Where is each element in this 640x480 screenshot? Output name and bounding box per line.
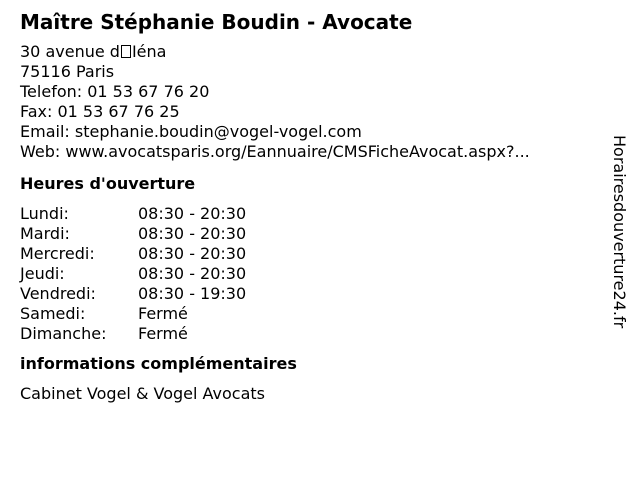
hours-row-monday: [20, 204, 610, 224]
spacer: [20, 162, 610, 174]
hours-row-sunday: [20, 324, 610, 344]
web-line[interactable]: Web: www.avocatsparis.org/Eannuaire/CMSFicheAvocat.aspx?...: [20, 142, 530, 161]
day-label: Jeudi:: [20, 264, 65, 283]
email-line[interactable]: Email: stephanie.boudin@vogel-vogel.com: [20, 122, 362, 141]
opening-hours-title: Heures d'ouverture: [20, 174, 196, 193]
address-line-1: [20, 42, 610, 62]
day-label: Mardi:: [20, 224, 70, 243]
hours-row-saturday: [20, 304, 610, 324]
time-value: 08:30 - 20:30: [138, 264, 247, 283]
spacer: [20, 344, 610, 354]
missing-character-box: [121, 45, 131, 58]
day-label: Vendredi:: [20, 284, 96, 303]
hours-row-wednesday: [20, 244, 610, 264]
hours-row-friday: [20, 284, 610, 304]
day-label: Samedi:: [20, 304, 86, 323]
business-card-content: [20, 10, 610, 404]
day-label: Dimanche:: [20, 324, 107, 343]
day-label: Mercredi:: [20, 244, 95, 263]
address-line-2: 75116 Paris: [20, 62, 115, 81]
additional-info-title: informations complémentaires: [20, 354, 297, 373]
page-title: Maître Stéphanie Boudin - Avocate: [20, 10, 413, 34]
additional-info-text: Cabinet Vogel & Vogel Avocats: [20, 384, 266, 403]
time-value: 08:30 - 20:30: [138, 224, 247, 243]
opening-hours-list: [20, 204, 610, 344]
hours-row-thursday: [20, 264, 610, 284]
day-label: Lundi:: [20, 204, 69, 223]
time-value: Fermé: [138, 324, 188, 343]
vertical-site-brand: Horairesdouverture24.fr: [610, 135, 629, 329]
time-value: 08:30 - 20:30: [138, 204, 247, 223]
time-value: 08:30 - 19:30: [138, 284, 247, 303]
address-line-1-after-box: Iéna: [131, 42, 167, 61]
phone-line[interactable]: Telefon: 01 53 67 76 20: [20, 82, 210, 101]
hours-row-tuesday: [20, 224, 610, 244]
address-line-1-before-box: 30 avenue d: [20, 42, 120, 61]
fax-line: Fax: 01 53 67 76 25: [20, 102, 180, 121]
time-value: 08:30 - 20:30: [138, 244, 247, 263]
time-value: Fermé: [138, 304, 188, 323]
